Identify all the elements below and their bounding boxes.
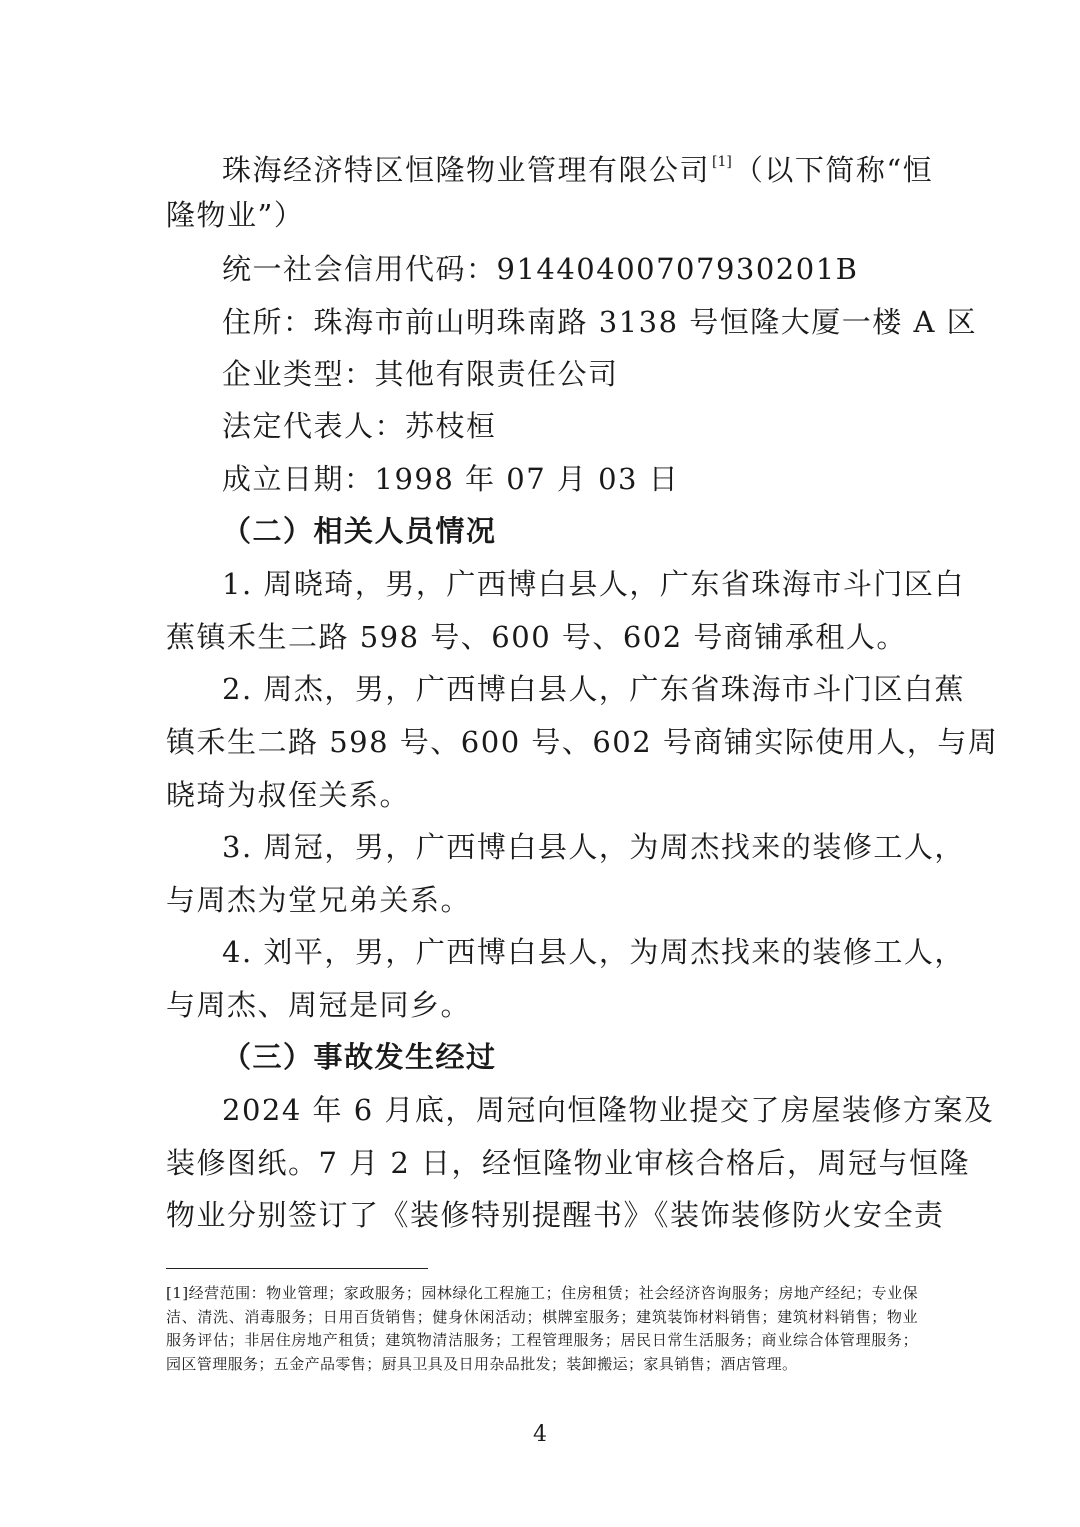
company-name-suffix: （以下简称“恒 [733, 153, 934, 187]
accident-line: 物业分别签订了《装修特别提醒书》《装饰装修防火安全责 [166, 1198, 945, 1232]
personnel-line: 4. 刘平，男，广西博白县人，为周杰找来的装修工人， [222, 935, 965, 969]
section-heading-personnel: （二）相关人员情况 [222, 514, 497, 548]
accident-line: 2024 年 6 月底，周冠向恒隆物业提交了房屋装修方案及 [222, 1093, 995, 1127]
personnel-line: 与周杰为堂兄弟关系。 [166, 883, 472, 917]
accident-line: 装修图纸。7 月 2 日，经恒隆物业审核合格后，周冠与恒隆 [166, 1146, 971, 1180]
legal-representative: 法定代表人：苏枝桓 [222, 409, 497, 443]
company-name-line [222, 142, 934, 187]
personnel-line: 蕉镇禾生二路 598 号、600 号、602 号商铺承租人。 [166, 620, 907, 654]
company-name-cont: 隆物业”） [166, 198, 305, 232]
page-number: 4 [533, 1422, 547, 1447]
personnel-line: 与周杰、周冠是同乡。 [166, 988, 472, 1022]
personnel-line: 1. 周晓琦，男，广西博白县人，广东省珠海市斗门区白 [222, 567, 965, 601]
personnel-line: 3. 周冠，男，广西博白县人，为周杰找来的装修工人， [222, 830, 965, 864]
footnote: [1]经营范围：物业管理；家政服务；园林绿化工程施工；住房租赁；社会经济咨询服务；房地产经纪；专业保洁、清洗、消毒服务；日用百货销售；健身休闲活动；棋牌室服务；建筑装饰材料销售；建筑材料销售；物业服务评估；非居住房地产租赁；建筑物清洁服务；工程管理服务；居民日常生活服务；商业综合体管理服务；园区管理服务；五金产品零售；厨具卫具及日用杂品批发；装卸搬运；家具销售；酒店管理。 [166, 1284, 918, 1373]
personnel-line: 2. 周杰，男，广西博白县人，广东省珠海市斗门区白蕉 [222, 672, 965, 706]
personnel-line: 镇禾生二路 598 号、600 号、602 号商铺实际使用人，与周 [166, 725, 999, 759]
company-name: 珠海经济特区恒隆物业管理有限公司 [222, 153, 711, 187]
section-heading-accident: （三）事故发生经过 [222, 1040, 497, 1074]
footnote-reference[interactable]: [1] [712, 154, 732, 170]
personnel-line: 晓琦为叔侄关系。 [166, 778, 411, 812]
credit-code: 统一社会信用代码：91440400707930201B [222, 252, 859, 286]
company-type: 企业类型：其他有限责任公司 [222, 357, 619, 391]
company-address: 住所：珠海市前山明珠南路 3138 号恒隆大厦一楼 A 区 [222, 305, 978, 339]
footnote-divider [166, 1268, 428, 1269]
established-date: 成立日期：1998 年 07 月 03 日 [222, 462, 680, 496]
